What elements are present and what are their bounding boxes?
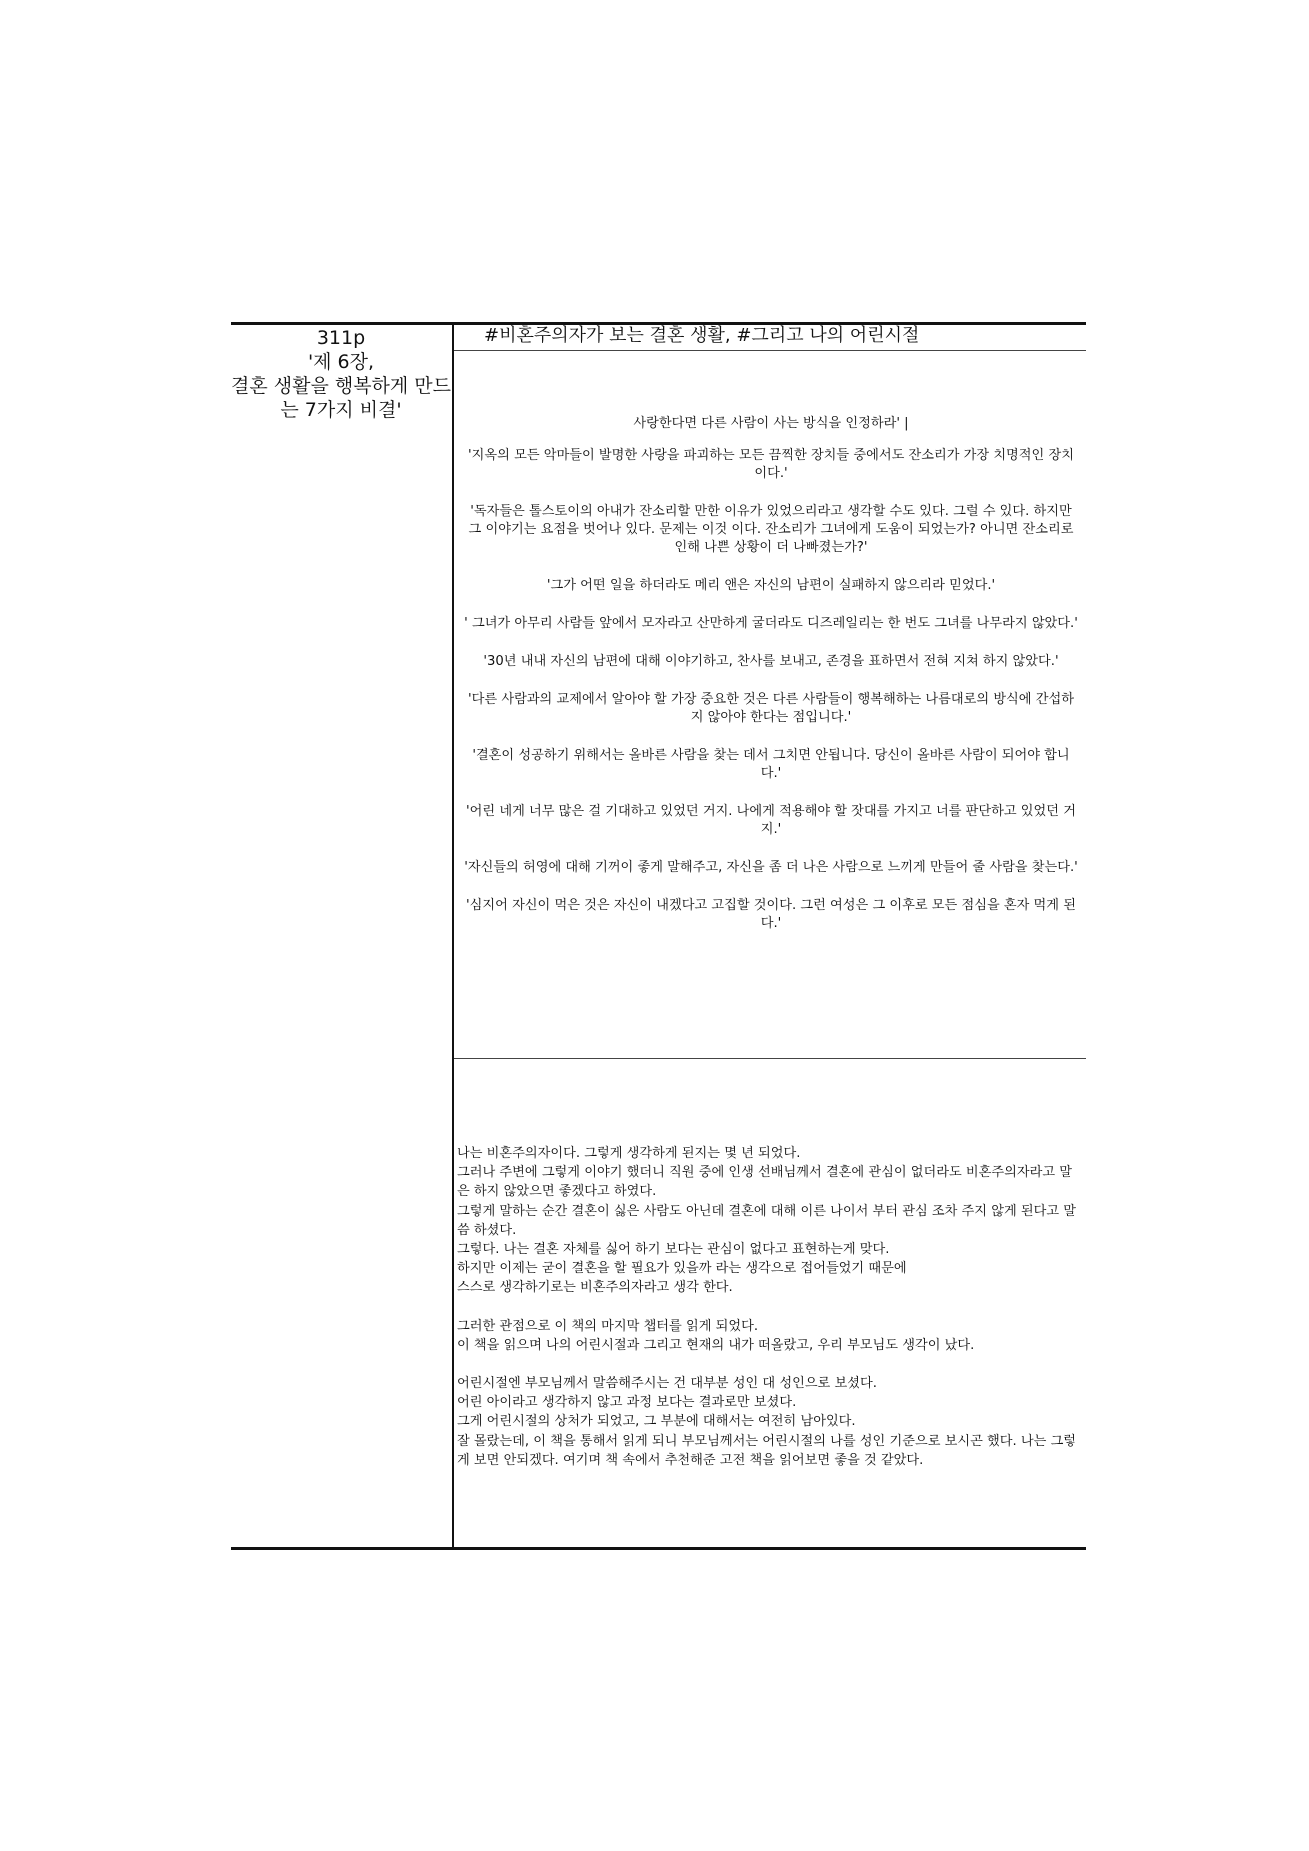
quote: ' 그녀가 아무리 사람들 앞에서 모자라고 산만하게 굴더라도 디즈레일리는 한 번도 그녀를 나무라지 않았다.' [464,616,1078,631]
quote: '독자들은 톨스토이의 아내가 잔소리할 만한 이유가 있었으리라고 생각할 수도 있다. 그럴 수 있다. 하지만 그 이야기는 요점을 벗어나 있다. 문제는 이것 이다. 잔소리가 그녀에게 도움이 되었는가? 아니면 잔소리로 인해 나쁜 상황이 더 나빠졌는가?' [468,504,1074,555]
essay-section [457,1144,1083,1470]
left-cell [231,326,451,422]
essay-line: 하지만 이제는 굳이 결혼을 할 필요가 있을까 라는 생각으로 접어들었기 때문에 [457,1261,907,1277]
header-divider [454,350,1086,351]
essay-line: 그러나 주변에 그렇게 이야기 했더니 직원 중에 인생 선배님께서 결혼에 관심이 없더라도 비혼주의자라고 말은 하지 않았으면 좋겠다고 하였다. [457,1165,1073,1200]
chapter-title-line-2: 는 7가지 비결' [280,399,402,421]
quote: '결혼이 성공하기 위해서는 올바른 사람을 찾는 데서 그치면 안됩니다. 당신이 올바른 사람이 되어야 합니다.' [472,748,1070,781]
chapter-label: '제 6장, [307,351,375,373]
essay-line: 나는 비혼주의자이다. 그렇게 생각하게 된지는 몇 년 되었다. [457,1146,801,1161]
essay-line: 그렇게 말하는 순간 결혼이 싫은 사람도 아닌데 결혼에 대해 이른 나이서 부터 관심 조차 주지 않게 된다고 말씀 하셨다. [457,1203,1077,1238]
essay-line: 스스로 생각하기로는 비혼주의자라고 생각 한다. [457,1280,733,1296]
essay-line: 이 책을 읽으며 나의 어린시절과 그리고 현재의 내가 떠올랐고, 우리 부모님도 생각이 났다. [457,1337,975,1353]
quote: '심지어 자신이 먹은 것은 자신이 내겠다고 고집할 것이다. 그런 여성은 그 이후로 모든 점심을 혼자 먹게 된다.' [466,898,1076,931]
essay-line: 어린시절엔 부모님께서 말씀해주시는 건 대부분 성인 대 성인으로 보셨다. [457,1376,877,1392]
paragraph-gap [457,1355,1083,1374]
quote: '지옥의 모든 악마들이 발명한 사랑을 파괴하는 모든 끔찍한 장치들 중에서도 잔소리가 가장 치명적인 장치이다.' [468,448,1074,481]
essay-line: 그러한 관점으로 이 책의 마지막 챕터를 읽게 되었다. [457,1318,759,1334]
quote: '30년 내내 자신의 남편에 대해 이야기하고, 찬사를 보내고, 존경을 표하면서 전혀 지쳐 하지 않았다.' [483,654,1059,669]
section-divider [454,1058,1086,1059]
chapter-title-line-1: 결혼 생활을 행복하게 만드 [231,375,452,397]
quote: '어린 네게 너무 많은 걸 기대하고 있었던 거지. 나에게 적용해야 할 잣대를 가지고 너를 판단하고 있었던 거지.' [466,804,1076,837]
essay-line: 그게 어린시절의 상처가 되었고, 그 부분에 대해서는 여전히 남아있다. [457,1414,856,1430]
essay-line: 잘 몰랐는데, 이 책을 통해서 읽게 되니 부모님께서는 어린시절의 나를 성인 기준으로 보시곤 했다. 나는 그렇게 보면 안되겠다. 여기며 책 속에서 추천해준 고전 책을 읽어보면 좋을 것 같았다. [457,1433,1077,1468]
column-divider [452,322,454,1550]
quote: '자신들의 허영에 대해 기꺼이 좋게 말해주고, 자신을 좀 더 나은 사람으로 느끼게 만들어 줄 사람을 찾는다.' [464,860,1078,875]
page-title: #비혼주의자가 보는 결혼 생활, #그리고 나의 어린시절 [484,325,920,346]
essay-line: 그렇다. 나는 결혼 자체를 싫어 하기 보다는 관심이 없다고 표현하는게 맞다. [457,1242,890,1258]
essay-line: 어린 아이라고 생각하지 않고 과정 보다는 결과로만 보셨다. [457,1395,797,1411]
quote: '그가 어떤 일을 하더라도 메리 앤은 자신의 남편이 실패하지 않으리라 믿었다.' [546,578,996,593]
table-bottom-border [231,1547,1086,1550]
quote: '다른 사람과의 교제에서 알아야 할 가장 중요한 것은 다른 사람들이 행복해하는 나름대로의 방식에 간섭하지 않아야 한다는 점입니다.' [468,692,1074,725]
quote: 사랑한다면 다른 사람이 사는 방식을 인정하라' | [633,416,909,431]
page-number: 311p [316,327,366,349]
paragraph-gap [457,1298,1083,1317]
quotes-section [460,415,1082,953]
